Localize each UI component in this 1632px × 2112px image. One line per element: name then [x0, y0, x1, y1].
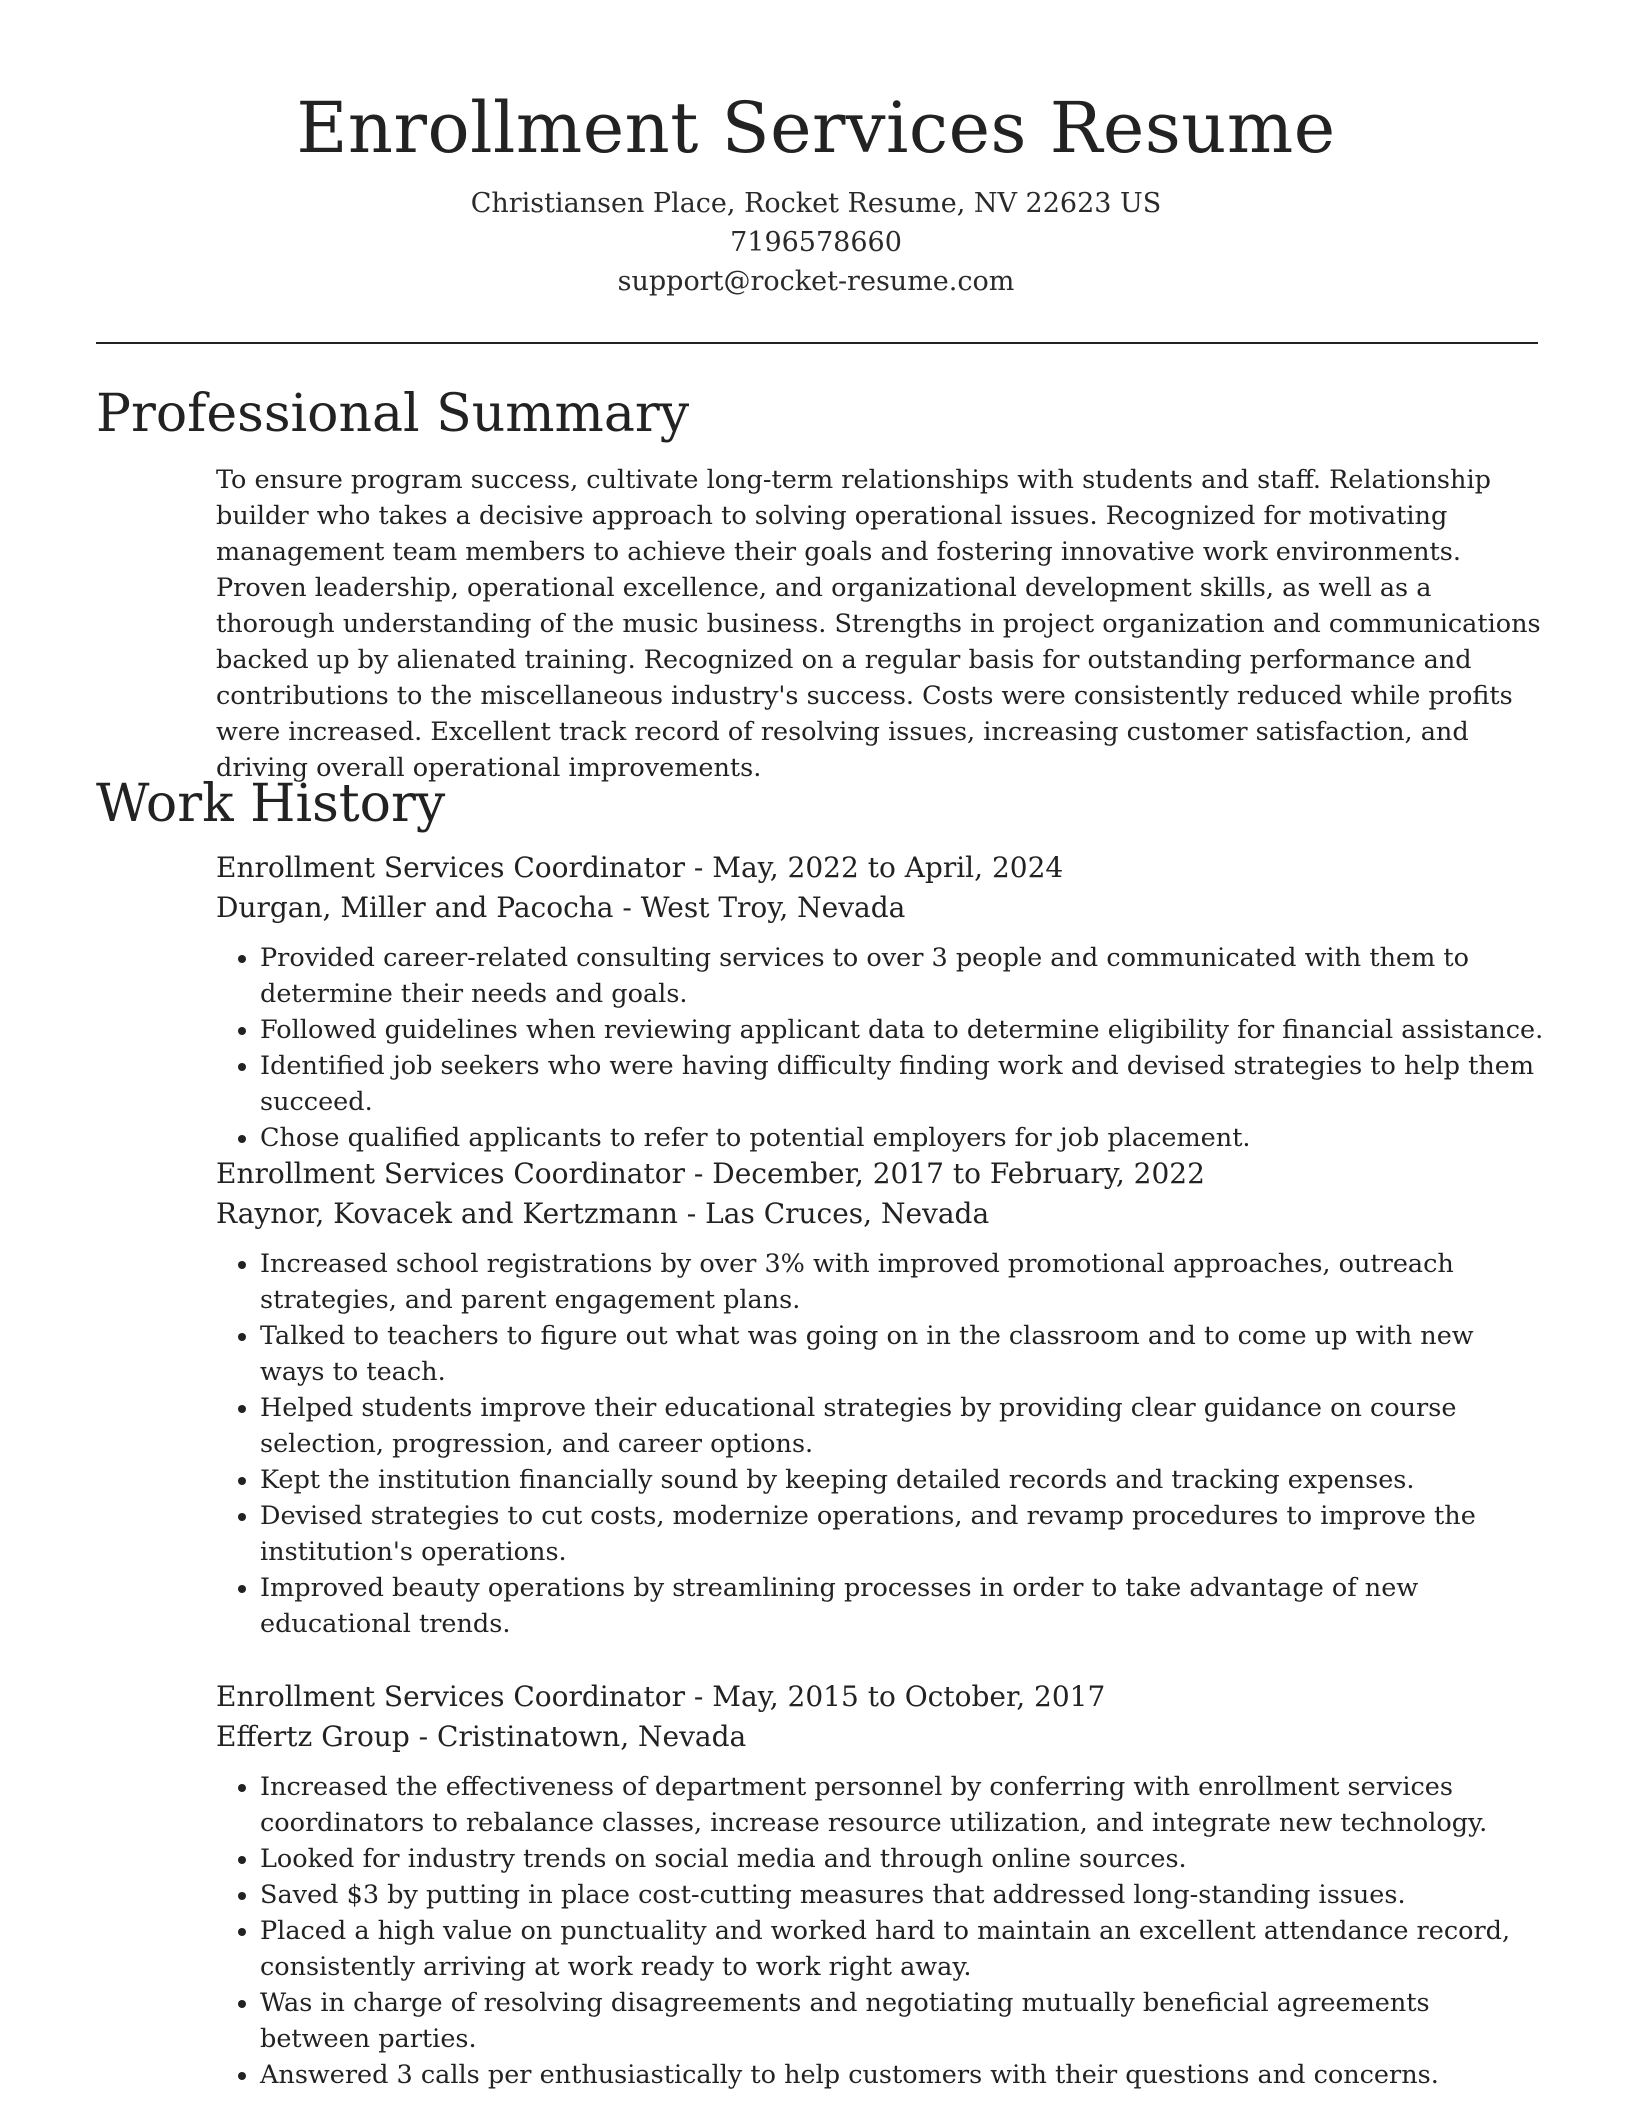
list-item: • Talked to teachers to figure out what was going on in the classroom and to come up with new ways to teach.	[260, 1318, 1546, 1390]
list-item: • Looked for industry trends on social media and through online sources.	[260, 1841, 1546, 1877]
job-entry	[216, 1677, 1546, 2093]
job-title: Enrollment Services Coordinator	[216, 1157, 685, 1190]
list-item: • Saved $3 by putting in place cost-cutting measures that addressed long-standing issues.	[260, 1877, 1546, 1913]
address-text: Christiansen Place, Rocket Resume, NV 22623 US	[470, 188, 1162, 219]
list-item: • Helped students improve their educational strategies by providing clear guidance on course selection, progression, and career options.	[260, 1390, 1546, 1462]
summary-heading: Professional Summary	[96, 384, 690, 444]
job-company: Effertz Group	[216, 1720, 410, 1753]
job-location: - Cristinatown, Nevada	[418, 1720, 747, 1753]
job-location: - West Troy, Nevada	[622, 891, 906, 924]
list-item: • Increased the effectiveness of department personnel by conferring with enrollment services coordinators to rebalance classes, increase resource utilization, and integrate new technology.	[260, 1769, 1546, 1841]
list-item: • Followed guidelines when reviewing applicant data to determine eligibility for financial assistance.	[260, 1012, 1546, 1048]
job-dates: - May, 2022 to April, 2024	[693, 851, 1064, 884]
job-company: Raynor, Kovacek and Kertzmann	[216, 1197, 678, 1230]
job-title-line	[216, 1154, 1546, 1194]
list-item: • Improved beauty operations by streamlining processes in order to take advantage of new educational trends.	[260, 1570, 1546, 1642]
page-title: Enrollment Services Resume	[296, 87, 1336, 169]
job-company-line	[216, 888, 1546, 928]
summary-text: To ensure program success, cultivate long-term relationships with students and staff. Relationship builder who takes a decisive approach to solving operational issues. Recognized for motivating management team members to achieve their goals and fostering innovative work environments. Proven leadership, operational excellence, and organizational development skills, as well as a thorough understanding of the music business. Strengths in project organization and communications backed up by alienated training. Recognized on a regular basis for outstanding performance and contributions to the miscellaneous industry's success. Costs were consistently reduced while profits were increased. Excellent track record of resolving issues, increasing customer satisfaction, and driving overall operational improvements.	[216, 465, 1541, 783]
job-location: - Las Cruces, Nevada	[686, 1197, 990, 1230]
job-title: Enrollment Services Coordinator	[216, 851, 685, 884]
job-company: Durgan, Miller and Pacocha	[216, 891, 614, 924]
list-item: • Was in charge of resolving disagreements and negotiating mutually beneficial agreements between parties.	[260, 1985, 1546, 2057]
list-item: • Chose qualified applicants to refer to potential employers for job placement.	[260, 1120, 1546, 1156]
job-dates: - May, 2015 to October, 2017	[693, 1680, 1106, 1713]
header-divider	[96, 342, 1538, 344]
job-entry	[216, 848, 1546, 1156]
list-item: • Devised strategies to cut costs, modernize operations, and revamp procedures to improve the institution's operations.	[260, 1498, 1546, 1570]
resume-header	[0, 0, 1632, 301]
job-dates: - December, 2017 to February, 2022	[693, 1157, 1205, 1190]
email-text: support@rocket-resume.com	[617, 266, 1015, 297]
phone-text: 7196578660	[730, 227, 902, 258]
list-item: • Identified job seekers who were having difficulty finding work and devised strategies to help them succeed.	[260, 1048, 1546, 1120]
job-company-line	[216, 1717, 1546, 1757]
job-bullets	[216, 940, 1546, 1156]
job-title: Enrollment Services Coordinator	[216, 1680, 685, 1713]
job-bullets	[216, 1246, 1546, 1642]
list-item: • Answered 3 calls per enthusiastically to help customers with their questions and concerns.	[260, 2057, 1546, 2093]
list-item: • Provided career-related consulting services to over 3 people and communicated with them to determine their needs and goals.	[260, 940, 1546, 1012]
contact-block	[0, 184, 1632, 301]
job-title-line	[216, 1677, 1546, 1717]
list-item: • Placed a high value on punctuality and worked hard to maintain an excellent attendance record, consistently arriving at work ready to work right away.	[260, 1913, 1546, 1985]
job-title-line	[216, 848, 1546, 888]
job-entry	[216, 1154, 1546, 1642]
list-item: • Increased school registrations by over 3% with improved promotional approaches, outreach strategies, and parent engagement plans.	[260, 1246, 1546, 1318]
work-history-heading: Work History	[96, 774, 446, 834]
job-company-line	[216, 1194, 1546, 1234]
list-item: • Kept the institution financially sound by keeping detailed records and tracking expenses.	[260, 1462, 1546, 1498]
job-bullets	[216, 1769, 1546, 2093]
